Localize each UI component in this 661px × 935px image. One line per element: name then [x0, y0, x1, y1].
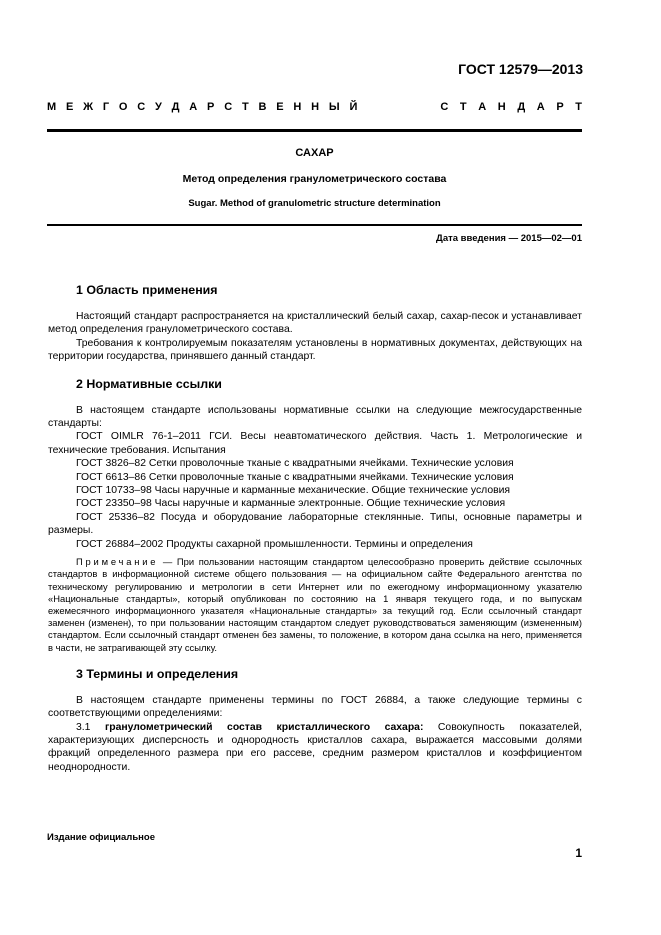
introduction-date: Дата введения — 2015—02—01 — [436, 233, 582, 244]
page-number: 1 — [575, 846, 582, 860]
reference-item: ГОСТ 6613–86 Сетки проволочные тканые с квадратными ячейками. Технические условия — [76, 471, 514, 483]
term-text: Совокупность показателей, характеризующих дисперсность и однородность кристаллов сахара, выражается массовыми долями фракций определенного размера при его рассеве, средним размером кристаллов и коэффициентом неоднородности. — [48, 721, 582, 773]
banner-letter: С — [224, 101, 233, 113]
interstate-standard-banner — [47, 101, 582, 113]
banner-letter: А — [536, 101, 545, 113]
note-text: — При пользовании настоящим стандартом целесообразно проверить действие ссылочных стандартов в информационной системе общего пользования — на официальном сайте Федерального агентства по техническому регулированию и метрологии в сети Интернет или по ежегодному информационному указателю «Национальные стандарты», который опубликован по состоянию на 1 января текущего года, и по выпускам ежемесячного информационного указателя «Национальные стандарты» за текущий год. Если ссылочный стандарт заменен (изменен), то при пользовании настоящим стандартом следует руководствоваться заменяющим (измененным) стандартом. Если ссылочный стандарт отменен без замены, то положение, в котором дана ссылка на него, применяется в части, не затрагивающей эту ссылку. — [48, 556, 582, 653]
banner-letter: Е — [276, 101, 284, 113]
header-rule-thick — [47, 129, 582, 132]
references-note — [48, 556, 582, 654]
banner-letter: С — [137, 101, 146, 113]
official-edition-label: Издание официальное — [47, 832, 155, 843]
banner-letter: Т — [241, 101, 249, 113]
document-body — [48, 282, 582, 774]
banner-letter: У — [155, 101, 162, 113]
banner-letter: Н — [497, 101, 506, 113]
banner-letter: Р — [556, 101, 564, 113]
banner-letter: Й — [349, 101, 358, 113]
banner-letter: Ж — [83, 101, 94, 113]
banner-letter: Д — [517, 101, 526, 113]
title-rule-thin — [47, 224, 582, 226]
reference-item: ГОСТ 10733–98 Часы наручные и карманные механические. Общие технические условия — [76, 485, 511, 497]
banner-letter: О — [118, 101, 128, 113]
banner-letter: Т — [575, 101, 582, 113]
banner-letter: Ы — [328, 101, 340, 113]
term-definition — [48, 721, 582, 775]
interstate-word — [47, 101, 367, 113]
banner-letter: С — [440, 101, 449, 113]
banner-letter: Е — [65, 101, 74, 113]
reference-item: ГОСТ 26884–2002 Продукты сахарной промышленности. Термины и определения — [76, 538, 473, 550]
scope-paragraph-1: Настоящий стандарт распространяется на кристаллический белый сахар, сахар-песок и устанавливает метод определения гранулометрического состава. — [48, 311, 582, 336]
reference-item: ГОСТ 3826–82 Сетки проволочные тканые с квадратными ячейками. Технические условия — [76, 458, 514, 470]
reference-item: ГОСТ 25336–82 Посуда и оборудование лабораторные стеклянные. Типы, основные параметры и размеры. — [48, 511, 582, 537]
term-number: 3.1 — [76, 721, 105, 733]
terms-intro: В настоящем стандарте применены термины по ГОСТ 26884, а также следующие термины с соответствующими определениями: — [48, 694, 582, 720]
section-heading-scope: 1 Область применения — [76, 283, 218, 297]
document-title: САХАР — [295, 147, 334, 159]
document-subtitle: Метод определения гранулометрического состава — [182, 173, 447, 185]
section-heading-terms: 3 Термины и определения — [76, 666, 239, 681]
banner-letter: Н — [311, 101, 320, 113]
gost-number: ГОСТ 12579—2013 — [458, 61, 583, 77]
note-label: Примечание — [76, 556, 159, 568]
banner-letter: А — [189, 101, 198, 113]
english-title: Sugar. Method of granulometric structure determination — [188, 198, 441, 209]
banner-letter: Н — [293, 101, 302, 113]
reference-item: ГОСТ 23350–98 Часы наручные и карманные электронные. Общие технические условия — [76, 498, 506, 510]
scope-paragraph-2: Требования к контролируемым показателям установлены в нормативных документах, действующих на территории государства, принявшего данный стандарт. — [48, 337, 582, 363]
banner-letter: Д — [171, 101, 180, 113]
banner-letter: Р — [207, 101, 215, 113]
banner-letter: Т — [459, 101, 467, 113]
banner-letter: Г — [102, 101, 110, 113]
banner-letter: М — [47, 101, 57, 113]
section-heading-references: 2 Нормативные ссылки — [76, 376, 222, 391]
standard-word — [429, 101, 582, 113]
reference-item: ГОСТ OIMLR 76-1–2011 ГСИ. Весы неавтоматического действия. Часть 1. Метрологические и технические требования. Испытания — [48, 431, 582, 456]
banner-letter: В — [258, 101, 267, 113]
term-name: гранулометрический состав кристаллического сахара: — [104, 721, 424, 733]
references-intro: В настоящем стандарте использованы нормативные ссылки на следующие межгосударственные стандарты: — [48, 404, 582, 430]
banner-letter: А — [478, 101, 487, 113]
